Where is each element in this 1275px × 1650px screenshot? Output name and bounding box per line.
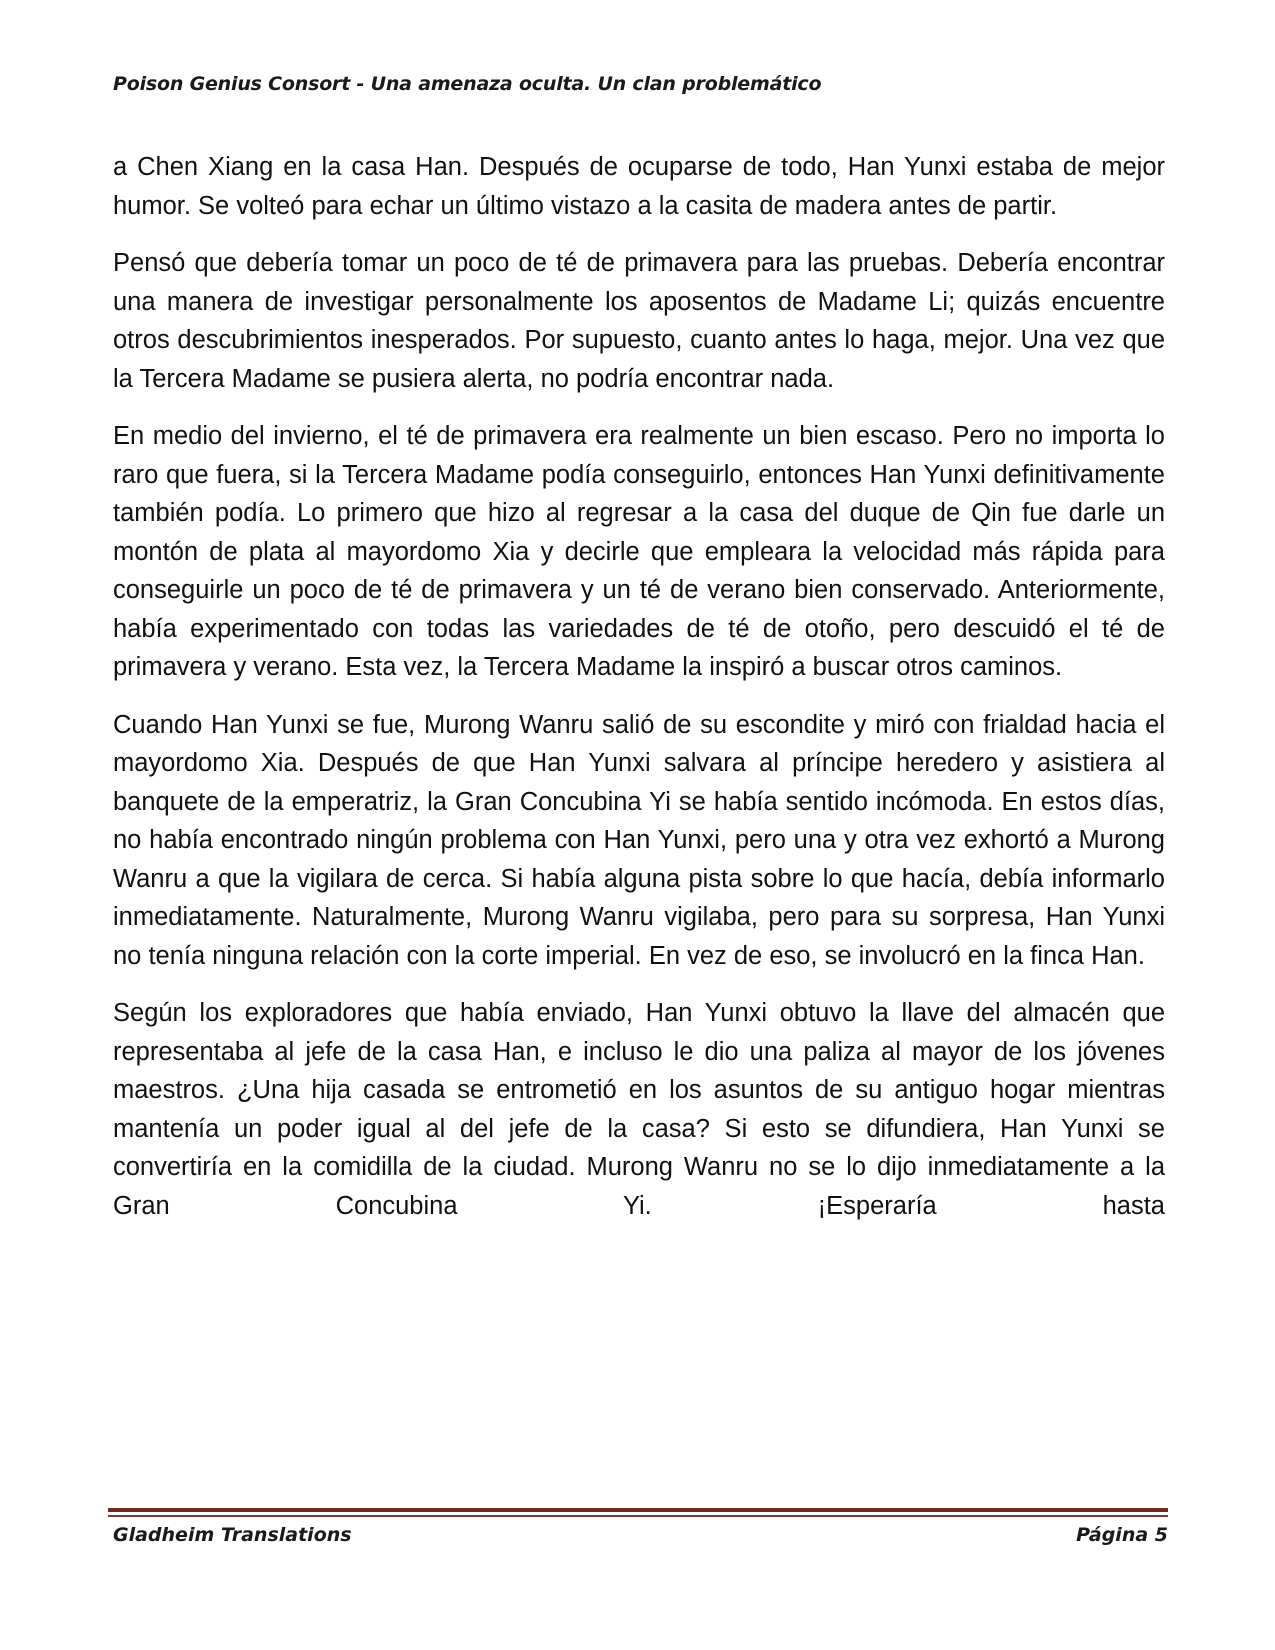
footer-divider	[108, 1508, 1168, 1512]
paragraph: En medio del invierno, el té de primavera era realmente un bien escaso. Pero no importa lo raro que fuera, si la Tercera Madame podía conseguirlo, entonces Han Yunxi definitivamente también podía. Lo primero que hizo al regresar a la casa del duque de Qin fue darle un montón de plata al mayordomo Xia y decirle que empleara la velocidad más rápida para conseguirle un poco de té de primavera y un té de verano bien conservado. Anteriormente, había experimentado con todas las variedades de té de otoño, pero descuidó el té de primavera y verano. Esta vez, la Tercera Madame la inspiró a buscar otros caminos.	[113, 422, 1165, 681]
body-text	[113, 148, 1165, 1244]
footer-publisher: Gladheim Translations	[113, 1524, 352, 1546]
footer-divider-thin	[108, 1515, 1168, 1517]
paragraph: Según los exploradores que había enviado, Han Yunxi obtuvo la llave del almacén que representaba al jefe de la casa Han, e incluso le dio una paliza al mayor de los jóvenes maestros. ¿Una hija casada se entrometió en los asuntos de su antiguo hogar mientras mantenía un poder igual al del jefe de la casa? Si esto se difundiera, Han Yunxi se convertiría en la comidilla de la ciudad. Murong Wanru no se lo dijo inmediatamente a la Gran Concubina Yi. ¡Esperaría hasta	[113, 999, 1165, 1220]
page-number: Página 5	[1076, 1524, 1168, 1546]
paragraph: Cuando Han Yunxi se fue, Murong Wanru salió de su escondite y miró con frialdad hacia el mayordomo Xia. Después de que Han Yunxi salvara al príncipe heredero y asistiera al banquete de la emperatriz, la Gran Concubina Yi se había sentido incómoda. En estos días, no había encontrado ningún problema con Han Yunxi, pero una y otra vez exhortó a Murong Wanru a que la vigilara de cerca. Si había alguna pista sobre lo que hacía, debía informarlo inmediatamente. Naturalmente, Murong Wanru vigilaba, pero para su sorpresa, Han Yunxi no tenía ninguna relación con la corte imperial. En vez de eso, se involucró en la finca Han.	[113, 710, 1165, 970]
running-header: Poison Genius Consort - Una amenaza oculta. Un clan problemático	[113, 73, 822, 95]
paragraph: a Chen Xiang en la casa Han. Después de ocuparse de todo, Han Yunxi estaba de mejor humor. Se volteó para echar un último vistazo a la casita de madera antes de partir.	[113, 153, 1165, 220]
paragraph: Pensó que debería tomar un poco de té de primavera para las pruebas. Debería encontrar una manera de investigar personalmente los aposentos de Madame Li; quizás encuentre otros descubrimientos inesperados. Por supuesto, cuanto antes lo haga, mejor. Una vez que la Tercera Madame se pusiera alerta, no podría encontrar nada.	[113, 249, 1165, 393]
